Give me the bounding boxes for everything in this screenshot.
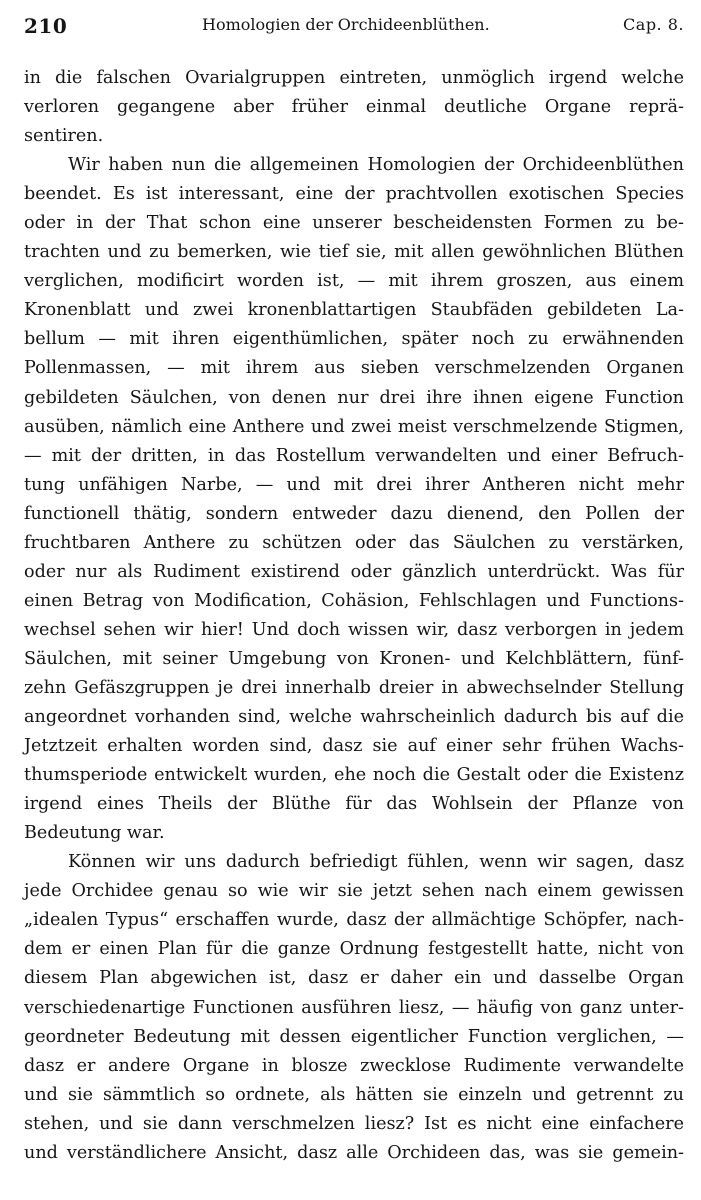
text-line: Pollenmassen, — mit ihrem aus sieben verschmelzenden Organen — [24, 358, 684, 379]
text-line: Säulchen, mit seiner Umgebung von Kronen- und Kelchblättern, fünf- — [24, 648, 684, 669]
book-page — [24, 8, 684, 1192]
text-line: verglichen, modificirt worden ist, — mit ihrem groszen, aus einem — [24, 271, 684, 292]
text-line: ausüben, nämlich eine Anthere und zwei meist verschmelzende Stigmen, — [24, 416, 684, 437]
text-line: Kronenblatt und zwei kronenblattartigen Staubfäden gebildeten La- — [24, 300, 684, 321]
text-line: verschiedenartige Functionen ausführen liesz, — häufig von ganz unter- — [24, 997, 684, 1018]
text-line: in die falschen Ovarialgruppen eintreten, unmöglich irgend welche — [24, 68, 684, 88]
text-line: stehen, und sie dann verschmelzen liesz? Ist es nicht eine einfachere — [24, 1113, 684, 1134]
running-title: Homologien der Orchideenblüthen. — [202, 15, 490, 34]
text-line: jede Orchidee genau so wie wir sie jetzt sehen nach einem gewissen — [24, 881, 684, 902]
text-line: oder nur als Rudiment existirend oder gänzlich unterdrückt. Was für — [24, 561, 684, 582]
text-line: und sie sämmtlich so ordnete, als hätten sie einzeln und getrennt zu — [24, 1084, 684, 1105]
text-line: Jetztzeit erhalten worden sind, dasz sie auf einer sehr frühen Wachs- — [24, 736, 684, 757]
text-line: Können wir uns dadurch befriedigt fühlen, wenn wir sagen, dasz — [68, 852, 684, 873]
text-line: tung unfähigen Narbe, — und mit drei ihrer Antheren nicht mehr — [24, 474, 684, 495]
text-line: wechsel sehen wir hier! Und doch wissen wir, dasz verborgen in jedem — [24, 619, 684, 640]
text-line: irgend eines Theils der Blüthe für das Wohlsein der Pflanze von — [24, 794, 684, 815]
text-line: trachten und zu bemerken, wie tief sie, mit allen gewöhnlichen Blüthen — [24, 242, 684, 263]
text-line: dasz er andere Organe in blosze zwecklose Rudimente verwandelte — [24, 1055, 684, 1076]
text-line: „idealen Typus“ erschaffen wurde, dasz der allmächtige Schöpfer, nach- — [24, 910, 684, 931]
page-number: 210 — [24, 14, 68, 38]
text-line: gebildeten Säulchen, von denen nur drei ihre ihnen eigene Function — [24, 387, 684, 408]
text-line: diesem Plan abgewichen ist, dasz er daher ein und dasselbe Organ — [24, 968, 684, 989]
text-line: Bedeutung war. — [24, 823, 165, 844]
text-line: angeordnet vorhanden sind, welche wahrscheinlich dadurch bis auf die — [24, 707, 684, 728]
text-line: geordneter Bedeutung mit dessen eigentlicher Function verglichen, — — [24, 1026, 684, 1047]
text-line: thumsperiode entwickelt wurden, ehe noch die Gestalt oder die Existenz — [24, 765, 684, 786]
text-line: — mit der dritten, in das Rostellum verwandelten und einer Befruch- — [24, 445, 684, 466]
text-line: bellum — mit ihren eigenthümlichen, später noch zu erwähnenden — [24, 329, 684, 350]
text-line: Wir haben nun die allgemeinen Homologien der Orchideenblüthen — [68, 155, 684, 176]
text-line: einen Betrag von Modification, Cohäsion, Fehlschlagen und Functions- — [24, 590, 684, 611]
text-line: zehn Gefäszgruppen je drei innerhalb dreier in abwechselnder Stellung — [24, 677, 684, 698]
text-line: sentiren. — [24, 126, 104, 147]
page-header — [24, 8, 684, 52]
text-line: fruchtbaren Anthere zu schützen oder das Säulchen zu verstärken, — [24, 532, 684, 553]
body-text — [24, 64, 684, 1168]
chapter-label: Cap. 8. — [623, 15, 684, 34]
text-line: dem er einen Plan für die ganze Ordnung festgestellt hatte, nicht von — [24, 939, 684, 960]
text-line: und verständlichere Ansicht, dasz alle Orchideen das, was sie gemein- — [24, 1142, 684, 1163]
text-line: beendet. Es ist interessant, eine der prachtvollen exotischen Species — [24, 184, 684, 205]
text-line: verloren gegangene aber früher einmal deutliche Organe reprä- — [24, 97, 684, 118]
text-line: oder in der That schon eine unserer bescheidensten Formen zu be- — [24, 213, 684, 234]
text-line: functionell thätig, sondern entweder dazu dienend, den Pollen der — [24, 503, 684, 524]
